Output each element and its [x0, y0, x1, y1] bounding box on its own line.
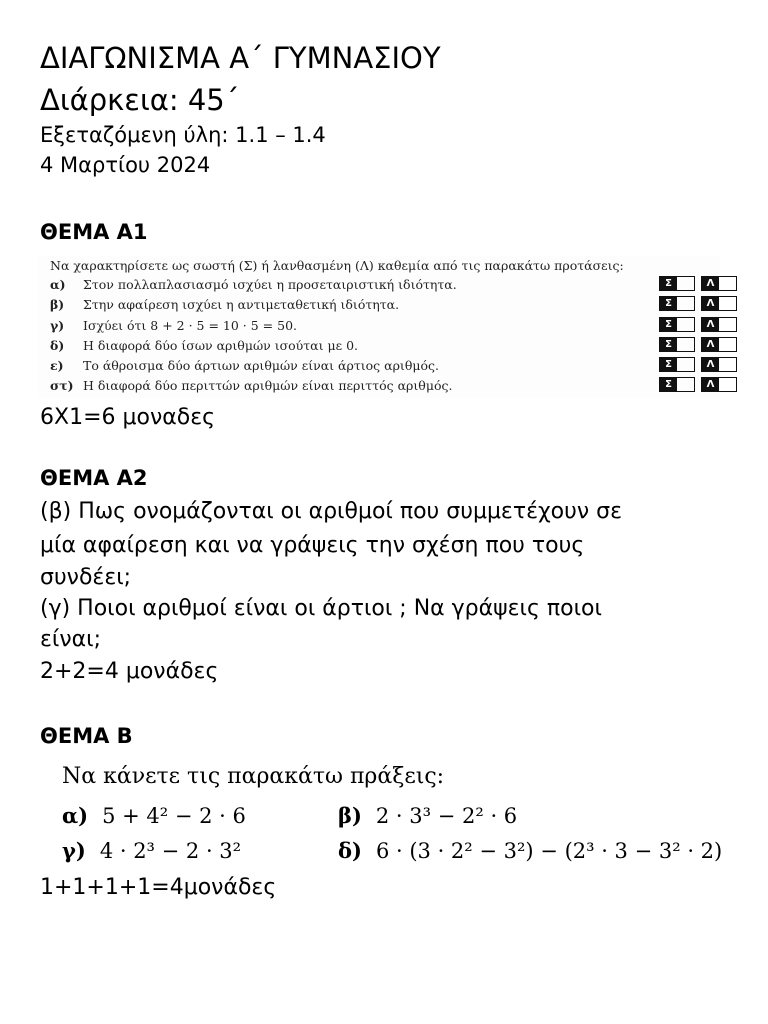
exam-date: 4 Μαρτίου 2024 — [40, 153, 211, 177]
b-intro: Να κάνετε τις παρακάτω πράξεις: — [62, 764, 445, 789]
exercise-label: δ) — [338, 838, 362, 863]
false-checkbox[interactable]: Λ — [701, 337, 737, 352]
false-checkbox[interactable]: Λ — [701, 317, 737, 332]
a1-item-text: Ισχύει ότι 8 + 2 · 5 = 10 · 5 = 50. — [83, 318, 298, 333]
a1-item-label: α) — [50, 277, 66, 292]
a1-item — [50, 377, 720, 397]
a1-item-text: Η διαφορά δύο περιττών αριθμών είναι περιττός αριθμός. — [83, 378, 453, 393]
a1-item-label: στ) — [50, 378, 74, 393]
a1-item-text: Το άθροισμα δύο άρτιων αριθμών είναι άρτιος αριθμός. — [83, 358, 439, 373]
a1-item — [50, 317, 720, 337]
a1-item-text: Στον πολλαπλασιασμό ισχύει η προσεταιριστική ιδιότητα. — [83, 277, 457, 292]
exam-syllabus: Εξεταζόμενη ύλη: 1.1 – 1.4 — [40, 123, 326, 147]
true-checkbox[interactable]: Σ — [659, 296, 695, 311]
a2-question-line: είναι; — [40, 627, 101, 652]
section-b-heading: ΘΕΜΑ Β — [40, 724, 133, 748]
exercise-label: α) — [62, 803, 89, 828]
true-checkbox[interactable]: Σ — [659, 357, 695, 372]
b-exercise-b — [338, 803, 517, 828]
b-exercise-a — [62, 803, 246, 828]
b-exercise-d — [338, 838, 722, 863]
a2-question-line: (β) Πως ονομάζονται οι αριθμοί που συμμετέχουν σε — [40, 499, 622, 524]
exam-title: ΔΙΑΓΩΝΙΣΜΑ Α΄ ΓΥΜΝΑΣΙΟΥ — [40, 41, 441, 75]
section-a1-heading: ΘΕΜΑ Α1 — [40, 220, 148, 244]
a2-points: 2+2=4 μονάδες — [40, 659, 219, 684]
false-checkbox[interactable]: Λ — [701, 276, 737, 291]
b-points: 1+1+1+1=4μονάδες — [40, 875, 277, 900]
false-checkbox[interactable]: Λ — [701, 296, 737, 311]
section-a2-heading: ΘΕΜΑ Α2 — [40, 466, 148, 490]
exam-duration: Διάρκεια: 45΄ — [40, 83, 240, 117]
true-checkbox[interactable]: Σ — [659, 337, 695, 352]
exercise-expression: 6 · (3 · 2² − 3²) − (2³ · 3 − 3² · 2) — [375, 839, 723, 863]
a1-points: 6Χ1=6 μοναδες — [40, 405, 216, 430]
false-checkbox[interactable]: Λ — [701, 357, 737, 372]
a1-item-text: Η διαφορά δύο ίσων αριθμών ισούται με 0. — [83, 338, 358, 353]
a1-item — [50, 357, 720, 377]
a1-item — [50, 296, 720, 316]
a1-true-false-table — [38, 256, 720, 398]
a1-item-label: γ) — [50, 318, 65, 333]
a1-item-label: ε) — [50, 358, 64, 373]
a2-question-line: μία αφαίρεση και να γράψεις την σχέση που τους — [40, 533, 585, 558]
true-checkbox[interactable]: Σ — [659, 276, 695, 291]
a2-question-line: (γ) Ποιοι αριθμοί είναι οι άρτιοι ; Να γράψεις ποιοι — [40, 596, 602, 621]
true-checkbox[interactable]: Σ — [659, 377, 695, 392]
b-exercise-c — [62, 838, 241, 863]
exercise-label: γ) — [62, 838, 86, 863]
exercise-expression: 5 + 4² − 2 · 6 — [102, 804, 246, 828]
a1-item — [50, 276, 720, 296]
exercise-expression: 2 · 3³ − 2² · 6 — [375, 804, 518, 828]
a1-item-label: β) — [50, 297, 65, 312]
true-checkbox[interactable]: Σ — [659, 317, 695, 332]
exercise-expression: 4 · 2³ − 2 · 3² — [99, 839, 242, 863]
exercise-label: β) — [338, 803, 362, 828]
a1-item-label: δ) — [50, 338, 65, 353]
a2-question-line: συνδέει; — [40, 565, 132, 590]
a1-intro: Να χαρακτηρίσετε ως σωστή (Σ) ή λανθασμένη (Λ) καθεμία από τις παρακάτω προτάσεις: — [50, 258, 624, 273]
a1-item-text: Στην αφαίρεση ισχύει η αντιμεταθετική ιδιότητα. — [83, 297, 400, 312]
a1-item — [50, 337, 720, 357]
false-checkbox[interactable]: Λ — [701, 377, 737, 392]
